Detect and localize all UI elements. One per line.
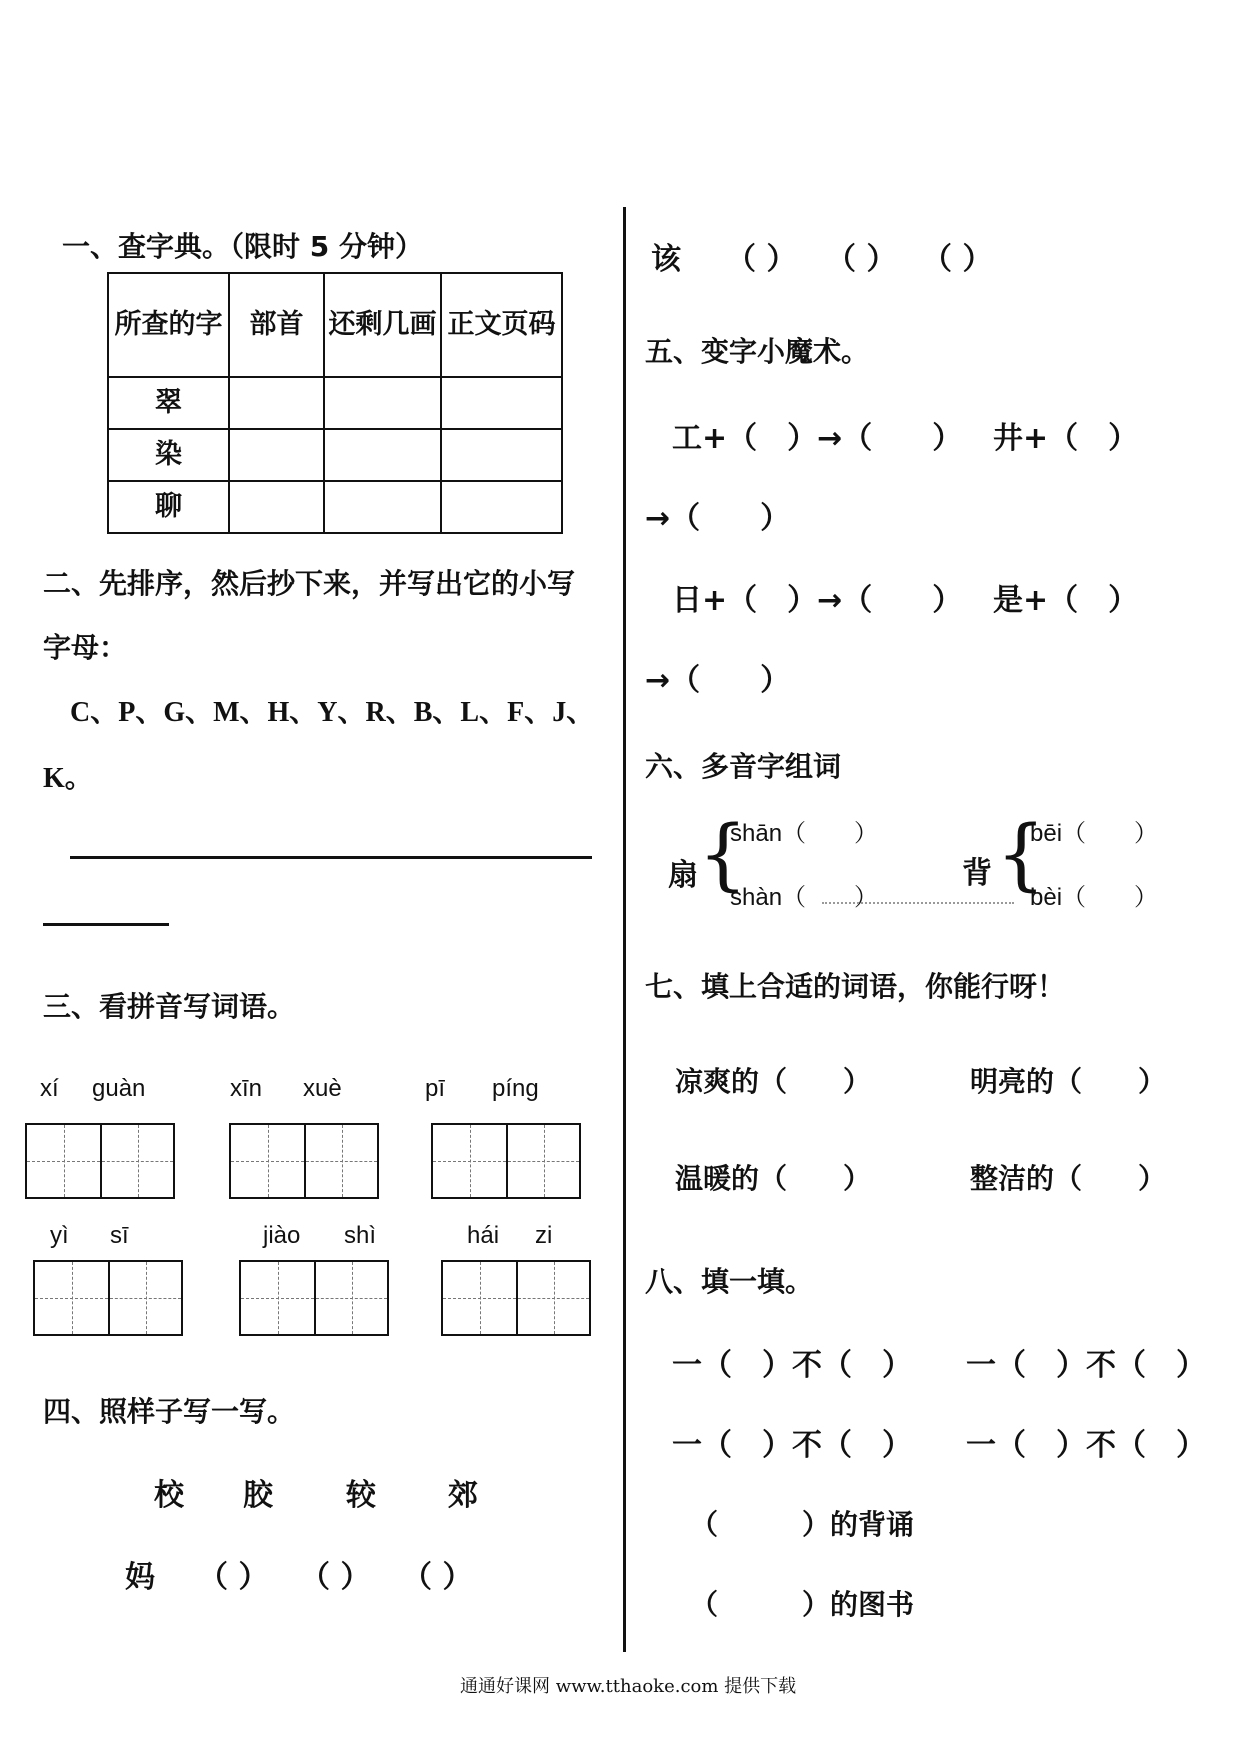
- table-cell-blank[interactable]: [324, 429, 441, 481]
- table-cell-blank[interactable]: [229, 429, 324, 481]
- base-char: 妈: [125, 1560, 155, 1595]
- fill-item[interactable]: 明亮的（ ）: [970, 1065, 1167, 1098]
- answer-line[interactable]: [70, 856, 592, 859]
- answer-blank[interactable]: （ ）: [198, 1560, 269, 1595]
- fill-pattern[interactable]: 一（ ）不（ ）: [672, 1348, 912, 1383]
- pinyin-syllable: hái: [467, 1222, 500, 1249]
- answer-blank[interactable]: （ ）: [826, 242, 897, 277]
- fill-pattern[interactable]: 一（ ）不（ ）: [672, 1428, 912, 1463]
- fill-phrase[interactable]: （ ）的图书: [690, 1588, 915, 1621]
- writing-grid[interactable]: [431, 1123, 581, 1199]
- writing-grid[interactable]: [33, 1260, 183, 1336]
- table-cell-blank[interactable]: [229, 377, 324, 429]
- polyphone-reading[interactable]: shàn（ ）: [730, 884, 879, 911]
- pinyin-syllable: xí: [40, 1075, 59, 1102]
- fill-pattern[interactable]: 一（ ）不（ ）: [966, 1348, 1206, 1383]
- section-7-title: 七、填上合适的词语，你能行呀！: [645, 970, 1066, 1003]
- fill-phrase[interactable]: （ ）的背诵: [690, 1508, 915, 1541]
- table-header: 部首: [229, 273, 324, 377]
- brace-icon: {: [698, 810, 748, 900]
- table-header: 还剩几画: [324, 273, 441, 377]
- footer-credit: 通通好课网 www.tthaoke.com 提供下载: [460, 1676, 797, 1697]
- letter-sequence-end: K。: [43, 763, 93, 794]
- letter-sequence: C、P、G、M、H、Y、R、B、L、F、J、: [70, 697, 595, 728]
- writing-grid[interactable]: [441, 1260, 591, 1336]
- fill-item[interactable]: 整洁的（ ）: [970, 1162, 1167, 1195]
- pinyin-syllable: píng: [492, 1075, 539, 1102]
- pinyin-syllable: zi: [535, 1222, 553, 1249]
- table-cell-char: 翠: [108, 377, 229, 429]
- fill-item[interactable]: 凉爽的（ ）: [675, 1065, 872, 1098]
- pinyin-syllable: xuè: [303, 1075, 342, 1102]
- brace-icon: {: [996, 810, 1046, 900]
- transform-item-cont: →（ ）: [645, 663, 791, 698]
- writing-grid[interactable]: [239, 1260, 389, 1336]
- pinyin-syllable: jiào: [263, 1222, 301, 1249]
- dotted-line: [822, 902, 1014, 904]
- pinyin-syllable: xīn: [230, 1075, 263, 1102]
- table-header: 所查的字: [108, 273, 229, 377]
- polyphone-char: 背: [962, 856, 992, 891]
- transform-item: 日+（ ）→（ ）: [672, 583, 963, 618]
- example-char: 校: [154, 1478, 184, 1513]
- section-4-title: 四、照样子写一写。: [43, 1395, 296, 1428]
- table-cell-blank[interactable]: [324, 481, 441, 533]
- example-char: 较: [346, 1478, 376, 1513]
- table-cell-blank[interactable]: [441, 481, 562, 533]
- fill-item[interactable]: 温暖的（ ）: [675, 1162, 872, 1195]
- answer-blank[interactable]: （ ）: [726, 242, 797, 277]
- fill-pattern[interactable]: 一（ ）不（ ）: [966, 1428, 1206, 1463]
- pinyin-syllable: yì: [50, 1222, 69, 1249]
- table-cell-char: 染: [108, 429, 229, 481]
- example-char: 胶: [243, 1478, 273, 1513]
- transform-item: 是+（ ）: [993, 583, 1139, 618]
- transform-item-cont: →（ ）: [645, 501, 791, 536]
- polyphone-reading[interactable]: shān（ ）: [730, 820, 879, 847]
- table-cell-blank[interactable]: [324, 377, 441, 429]
- writing-grid[interactable]: [229, 1123, 379, 1199]
- section-1-title: 一、查字典。（限时 5 分钟）: [62, 230, 423, 263]
- answer-blank[interactable]: （ ）: [300, 1560, 371, 1595]
- table-cell-blank[interactable]: [441, 429, 562, 481]
- column-divider: [623, 207, 626, 1652]
- transform-item: 井+（ ）: [993, 421, 1139, 456]
- writing-grid[interactable]: [25, 1123, 175, 1199]
- section-6-title: 六、多音字组词: [645, 750, 842, 783]
- section-2-title: 二、先排序，然后抄下来，并写出它的小写: [43, 567, 576, 600]
- dictionary-table: [107, 272, 563, 534]
- section-8-title: 八、填一填。: [645, 1265, 814, 1298]
- base-char: 该: [651, 242, 681, 277]
- pinyin-syllable: shì: [344, 1222, 377, 1249]
- section-5-title: 五、变字小魔术。: [645, 335, 870, 368]
- table-header: 正文页码: [441, 273, 562, 377]
- table-cell-blank[interactable]: [441, 377, 562, 429]
- answer-line[interactable]: [43, 923, 169, 926]
- pinyin-syllable: pī: [425, 1075, 446, 1102]
- section-2-title-cont: 字母：: [43, 631, 128, 664]
- pinyin-syllable: sī: [110, 1222, 129, 1249]
- table-cell-char: 聊: [108, 481, 229, 533]
- section-3-title: 三、看拼音写词语。: [43, 990, 296, 1023]
- table-cell-blank[interactable]: [229, 481, 324, 533]
- polyphone-reading[interactable]: bèi（ ）: [1030, 884, 1159, 911]
- polyphone-char: 扇: [668, 858, 698, 893]
- example-char: 郊: [448, 1478, 478, 1513]
- polyphone-reading[interactable]: bēi（ ）: [1030, 820, 1159, 847]
- transform-item: 工+（ ）→（ ）: [672, 421, 963, 456]
- answer-blank[interactable]: （ ）: [402, 1560, 473, 1595]
- pinyin-syllable: guàn: [92, 1075, 146, 1102]
- answer-blank[interactable]: （ ）: [922, 242, 993, 277]
